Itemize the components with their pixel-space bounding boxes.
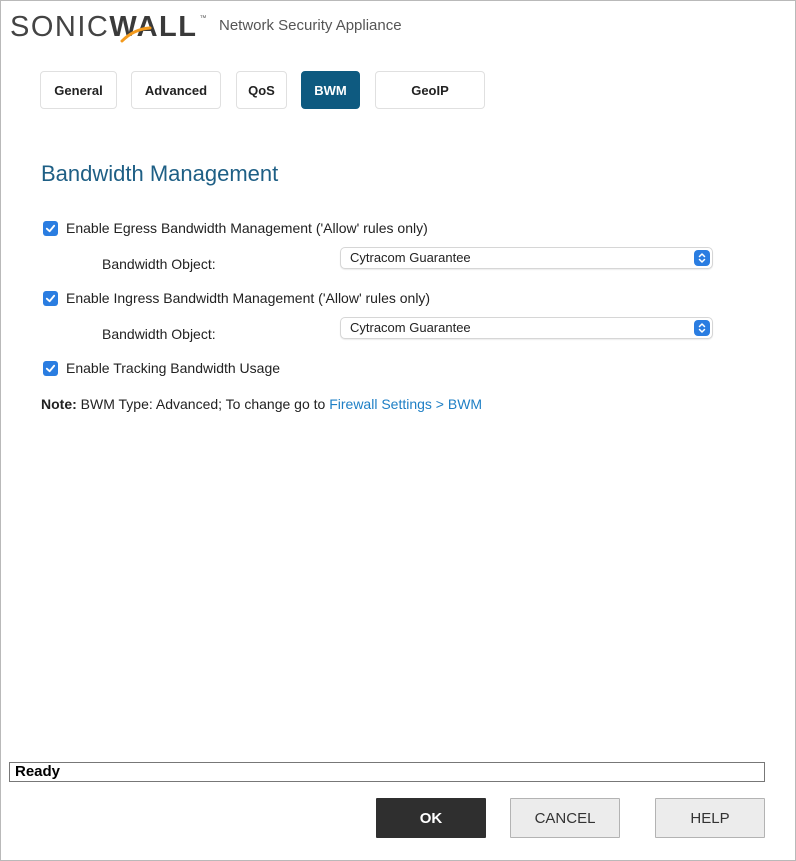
tab-geoip[interactable]: GeoIP: [375, 71, 485, 109]
app-title: Network Security Appliance: [219, 17, 402, 34]
egress-checkbox[interactable]: [43, 221, 58, 236]
check-icon: [45, 293, 56, 304]
firewall-settings-bwm-link[interactable]: Firewall Settings > BWM: [329, 396, 483, 412]
tracking-checkbox[interactable]: [43, 361, 58, 376]
logo-text-bold: WALL: [109, 11, 198, 43]
help-button[interactable]: HELP: [655, 798, 765, 838]
sonicwall-logo: [10, 11, 207, 43]
cancel-button[interactable]: CANCEL: [510, 798, 620, 838]
select-arrows-icon: [694, 250, 710, 266]
bwm-note: [41, 396, 482, 412]
egress-checkbox-row[interactable]: [43, 220, 428, 236]
status-bar: Ready: [9, 762, 765, 782]
logo-swoosh-icon: [120, 25, 160, 45]
tab-qos[interactable]: QoS: [236, 71, 287, 109]
ok-button[interactable]: OK: [376, 798, 486, 838]
egress-object-value: Cytracom Guarantee: [350, 250, 471, 265]
check-icon: [45, 223, 56, 234]
ingress-checkbox-label: Enable Ingress Bandwidth Management ('Allow' rules only): [66, 290, 431, 306]
note-text: BWM Type: Advanced; To change go to: [76, 396, 330, 412]
logo-text: [10, 11, 198, 43]
section-title: Bandwidth Management: [41, 161, 279, 186]
tab-bwm[interactable]: BWM: [301, 71, 360, 109]
logo-text-light: SONIC: [10, 11, 110, 43]
egress-object-select[interactable]: [340, 247, 713, 269]
tab-general[interactable]: General: [40, 71, 117, 109]
tab-advanced[interactable]: Advanced: [131, 71, 221, 109]
check-icon: [45, 363, 56, 374]
logo-trademark: ™: [199, 15, 207, 22]
ingress-object-label: Bandwidth Object:: [102, 326, 216, 342]
ingress-object-value: Cytracom Guarantee: [350, 320, 471, 335]
ingress-checkbox[interactable]: [43, 291, 58, 306]
tracking-checkbox-label: Enable Tracking Bandwidth Usage: [66, 360, 281, 376]
ingress-checkbox-row[interactable]: [43, 290, 430, 306]
note-prefix: Note:: [41, 396, 77, 412]
ingress-object-select[interactable]: [340, 317, 713, 339]
tracking-checkbox-row[interactable]: [43, 360, 280, 376]
egress-object-label: Bandwidth Object:: [102, 256, 216, 272]
egress-checkbox-label: Enable Egress Bandwidth Management ('Allow' rules only): [66, 220, 428, 236]
select-arrows-icon: [694, 320, 710, 336]
